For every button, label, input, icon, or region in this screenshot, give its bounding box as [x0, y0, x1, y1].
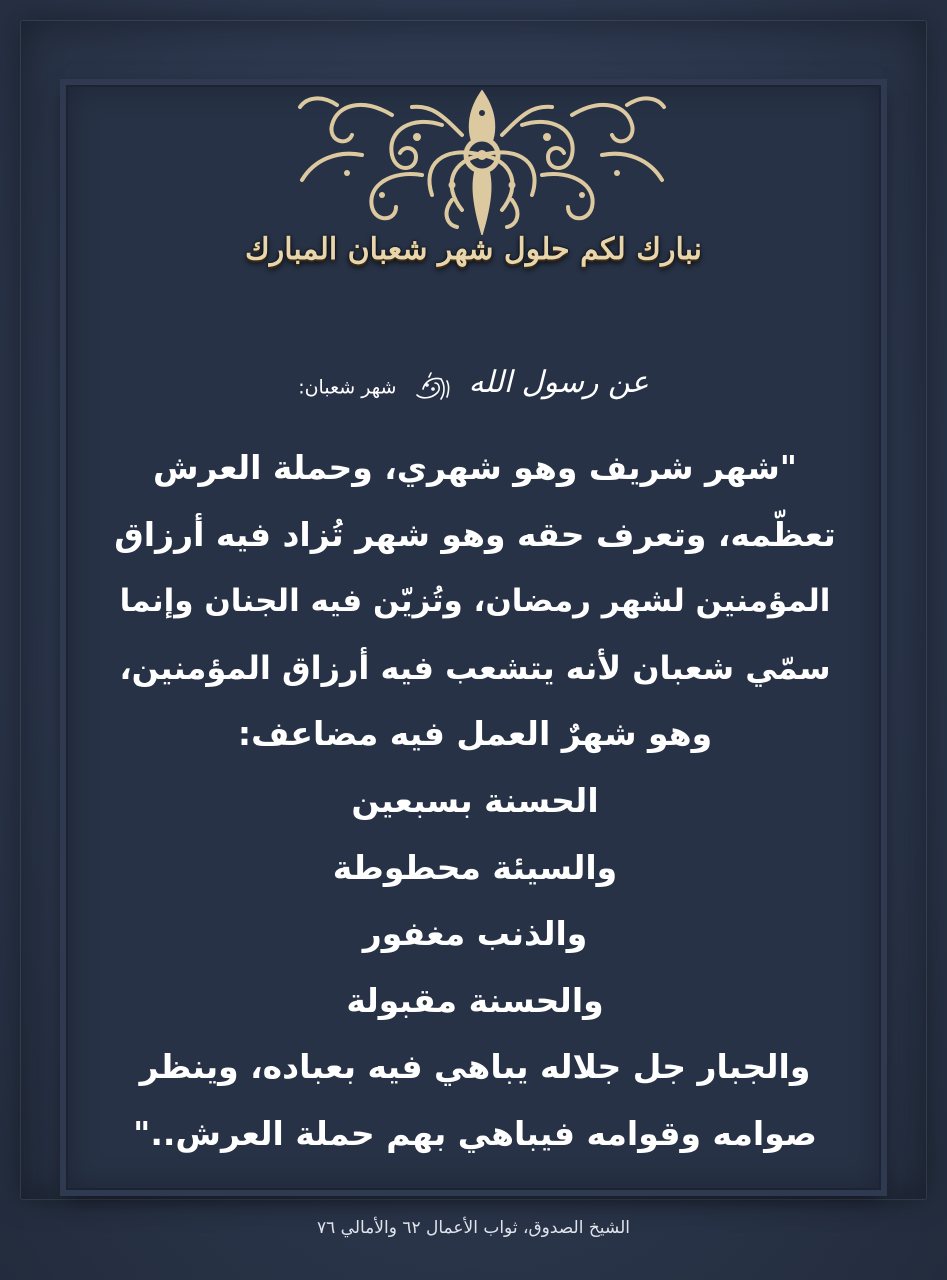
hadith-line: وهو شهرٌ العمل فيه مضاعف:: [237, 714, 713, 754]
hadith-line: صوامه وقوامه فيباهي بهم حملة العرش..": [133, 1113, 817, 1153]
hadith-line: "شهر شريف وهو شهري، وحملة العرش: [153, 448, 797, 487]
hadith-line: الحسنة بسبعين: [351, 780, 599, 820]
hadith-line: والجبار جل جلاله يباهي فيه بعباده، وينظر: [139, 1047, 811, 1087]
source-citation: الشيخ الصدوق، ثواب الأعمال ٦٢ والأمالي ٧٦: [316, 1218, 630, 1238]
hadith-text: [110, 435, 840, 1168]
hadith-line: والذنب مغفور: [362, 914, 588, 954]
hadith-line: سمّي شعبان لأنه يتشعب فيه أرزاق المؤمنين،: [119, 648, 831, 687]
attribution-line: [0, 365, 947, 405]
hadith-line: والسيئة محطوطة: [332, 847, 618, 887]
mandala-ornament-icon: [292, 85, 672, 235]
page-title: نبارك لكم حلول شهر شعبان المبارك: [244, 232, 702, 267]
hadith-line: تعظّمه، وتعرف حقه وهو شهر تُزاد فيه أرزاق: [114, 514, 836, 554]
pbuh-honorific-icon: [411, 371, 453, 405]
attribution-text: شهر شعبان:: [298, 376, 397, 399]
hadith-line: المؤمنين لشهر رمضان، وتُزيّن فيه الجنان وإنما: [119, 583, 831, 620]
hadith-line: والحسنة مقبولة: [346, 980, 604, 1020]
attribution-script: عن رسول الله: [468, 365, 649, 400]
